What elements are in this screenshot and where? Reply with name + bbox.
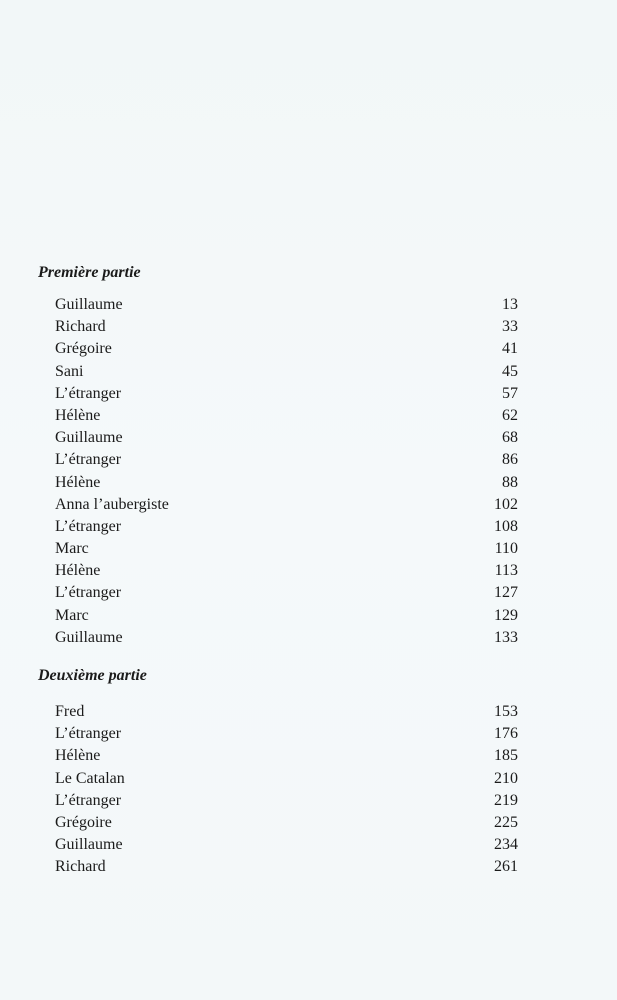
chapter-title: Hélène xyxy=(55,406,101,424)
chapter-title: L’étranger xyxy=(55,584,122,602)
chapter-title: Guillaume xyxy=(55,836,123,854)
chapter-title: Hélène xyxy=(55,473,101,491)
toc-entry xyxy=(38,768,518,790)
part-2-section xyxy=(38,665,518,879)
page-number: 108 xyxy=(494,517,518,535)
toc-entry xyxy=(38,582,518,604)
page-number: 113 xyxy=(494,562,518,580)
toc-entry xyxy=(38,560,518,582)
page-number: 45 xyxy=(502,362,518,380)
toc-entry xyxy=(38,701,518,723)
part-2-heading: Deuxième partie xyxy=(38,667,147,684)
chapter-title: Grégoire xyxy=(55,340,112,358)
chapter-title: Guillaume xyxy=(55,429,123,447)
toc-entry xyxy=(38,745,518,767)
page-number: 68 xyxy=(502,429,518,447)
toc-entry xyxy=(38,605,518,627)
page-number: 176 xyxy=(494,725,518,743)
toc-entry xyxy=(38,538,518,560)
toc-entry xyxy=(38,449,518,471)
chapter-title: Anna l’aubergiste xyxy=(55,495,169,513)
chapter-title: Fred xyxy=(55,703,85,720)
page-number: 110 xyxy=(494,540,518,558)
toc-entry xyxy=(38,472,518,494)
page-number: 133 xyxy=(494,628,518,646)
page-number: 185 xyxy=(494,747,518,765)
page-number: 153 xyxy=(494,703,518,720)
toc-entry xyxy=(38,361,518,383)
chapter-title: L’étranger xyxy=(55,791,122,809)
page-number: 210 xyxy=(494,769,518,787)
part-1-entries xyxy=(38,294,518,649)
toc-entry xyxy=(38,516,518,538)
page-number: 57 xyxy=(502,384,518,402)
chapter-title: Guillaume xyxy=(55,296,123,313)
page-number: 62 xyxy=(502,406,518,424)
toc-entry xyxy=(38,383,518,405)
chapter-title: Sani xyxy=(55,362,84,380)
chapter-title: Hélène xyxy=(55,747,101,765)
toc-entry xyxy=(38,405,518,427)
chapter-title: Richard xyxy=(55,858,106,876)
page-number: 219 xyxy=(494,791,518,809)
chapter-title: Richard xyxy=(55,318,106,336)
toc-entry xyxy=(38,812,518,834)
toc-entry xyxy=(38,723,518,745)
part-1-heading: Première partie xyxy=(38,264,141,281)
chapter-title: Marc xyxy=(55,606,89,624)
page-number: 261 xyxy=(494,858,518,876)
chapter-title: Hélène xyxy=(55,562,101,580)
page-number: 129 xyxy=(494,606,518,624)
chapter-title: L’étranger xyxy=(55,517,122,535)
toc-entry xyxy=(38,316,518,338)
toc-entry xyxy=(38,338,518,360)
page-number: 13 xyxy=(502,296,518,313)
chapter-title: Marc xyxy=(55,540,89,558)
chapter-title: Grégoire xyxy=(55,813,112,831)
page-number: 225 xyxy=(494,813,518,831)
page-number: 127 xyxy=(494,584,518,602)
toc-entry xyxy=(38,834,518,856)
chapter-title: L’étranger xyxy=(55,384,122,402)
page-number: 33 xyxy=(502,318,518,336)
toc-entry xyxy=(38,294,518,316)
page-number: 234 xyxy=(494,836,518,854)
toc-entry xyxy=(38,627,518,649)
part-1-section xyxy=(38,262,518,649)
part-2-entries xyxy=(38,701,518,879)
page-number: 88 xyxy=(502,473,518,491)
toc-entry xyxy=(38,790,518,812)
page-number: 86 xyxy=(502,451,518,469)
chapter-title: Le Catalan xyxy=(55,769,125,787)
chapter-title: L’étranger xyxy=(55,451,122,469)
table-of-contents xyxy=(38,262,518,879)
chapter-title: Guillaume xyxy=(55,628,123,646)
page-number: 41 xyxy=(502,340,518,358)
toc-entry xyxy=(38,494,518,516)
page-number: 102 xyxy=(494,495,518,513)
toc-entry xyxy=(38,856,518,878)
toc-entry xyxy=(38,427,518,449)
chapter-title: L’étranger xyxy=(55,725,122,743)
